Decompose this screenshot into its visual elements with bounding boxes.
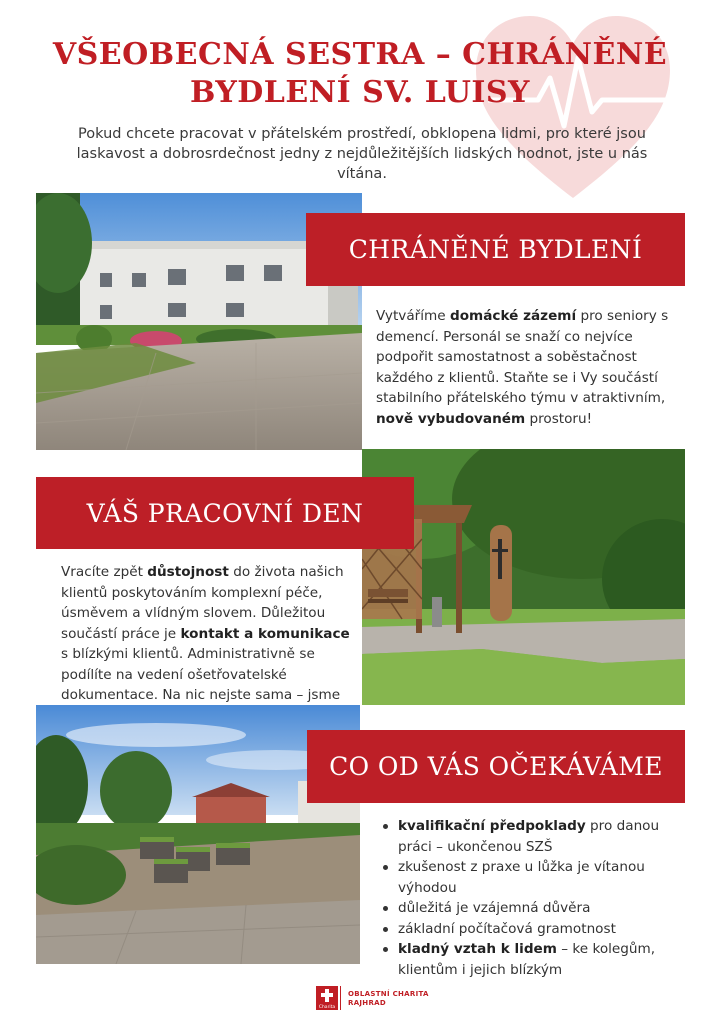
text-span: s blízkými klientů. Administrativně se podílíte na vedení ošetřovatelské dokumentace. Na nic nejste sama – jsme [61,646,341,703]
section-banner-expectations: CO OD VÁS OČEKÁVÁME [307,730,685,803]
item-text: důležitá je vzájemná důvěra [398,900,591,916]
item-bold: kvalifikační předpoklady [398,818,586,834]
text-span: pro seniory s demencí. Personál se snaží co nejvíce podpořit samostatnost a soběstačnost každého z klientů. Staňte se i Vy součástí stabilního přátelského týmu v atraktivním, [376,308,669,406]
page-title-line-1: VŠEOBECNÁ SESTRA – CHRÁNĚNÉ [52,37,668,72]
requirements-list [380,816,680,980]
list-item [380,857,680,898]
item-bold: kladný vztah k lidem [398,941,557,957]
logo-text: Charita [318,1005,336,1010]
text-span: Vracíte zpět [61,564,148,580]
text-bold: důstojnost [147,564,229,580]
text-bold: kontakt a komunikace [180,625,350,642]
footer-org-line-1: OBLASTNÍ CHARITA [348,990,429,998]
item-text: zkušenost z praxe u lůžka je vítanou výhodou [398,859,645,896]
footer-organization [348,990,429,1008]
page-title-line-2: BYDLENÍ SV. LUISY [190,75,530,110]
text-span: Vytváříme [376,308,450,324]
item-text: – ke kolegům, klientům i jejich blízkým [398,941,656,978]
item-text: základní počítačová gramotnost [398,920,616,937]
footer-divider [340,986,341,1010]
intro-text: Pokud chcete pracovat v přátelském prostředí, obklopena lidmi, pro které jsou laskavost a dobrosrdečnost jedny z nejdůležitějších lidských hodnot, jste u nás vítána. [76,126,648,182]
list-item [380,939,680,980]
text-span: prostoru! [525,410,593,427]
section-text-work-day [61,562,361,726]
list-item [380,816,680,857]
section-text-protected-housing [376,306,682,429]
section-banner-work-day: VÁŠ PRACOVNÍ DEN [36,477,414,549]
list-item [380,919,680,940]
text-span: do života našich klientů poskytováním komplexní péče, úsměvem a vlídným slovem. Důležitou součástí práce je [61,564,344,642]
list-item [380,898,680,919]
footer-org-line-2: RAJHRAD [348,999,386,1007]
charita-cross-icon [316,986,338,1010]
text-bold: nově vybudovaném [376,410,526,427]
item-text: pro danou práci – ukončenou SZŠ [398,818,660,855]
page-title [40,36,680,112]
text-bold: domácké zázemí [449,308,577,324]
section-banner-protected-housing: CHRÁNĚNÉ BYDLENÍ [306,213,685,286]
